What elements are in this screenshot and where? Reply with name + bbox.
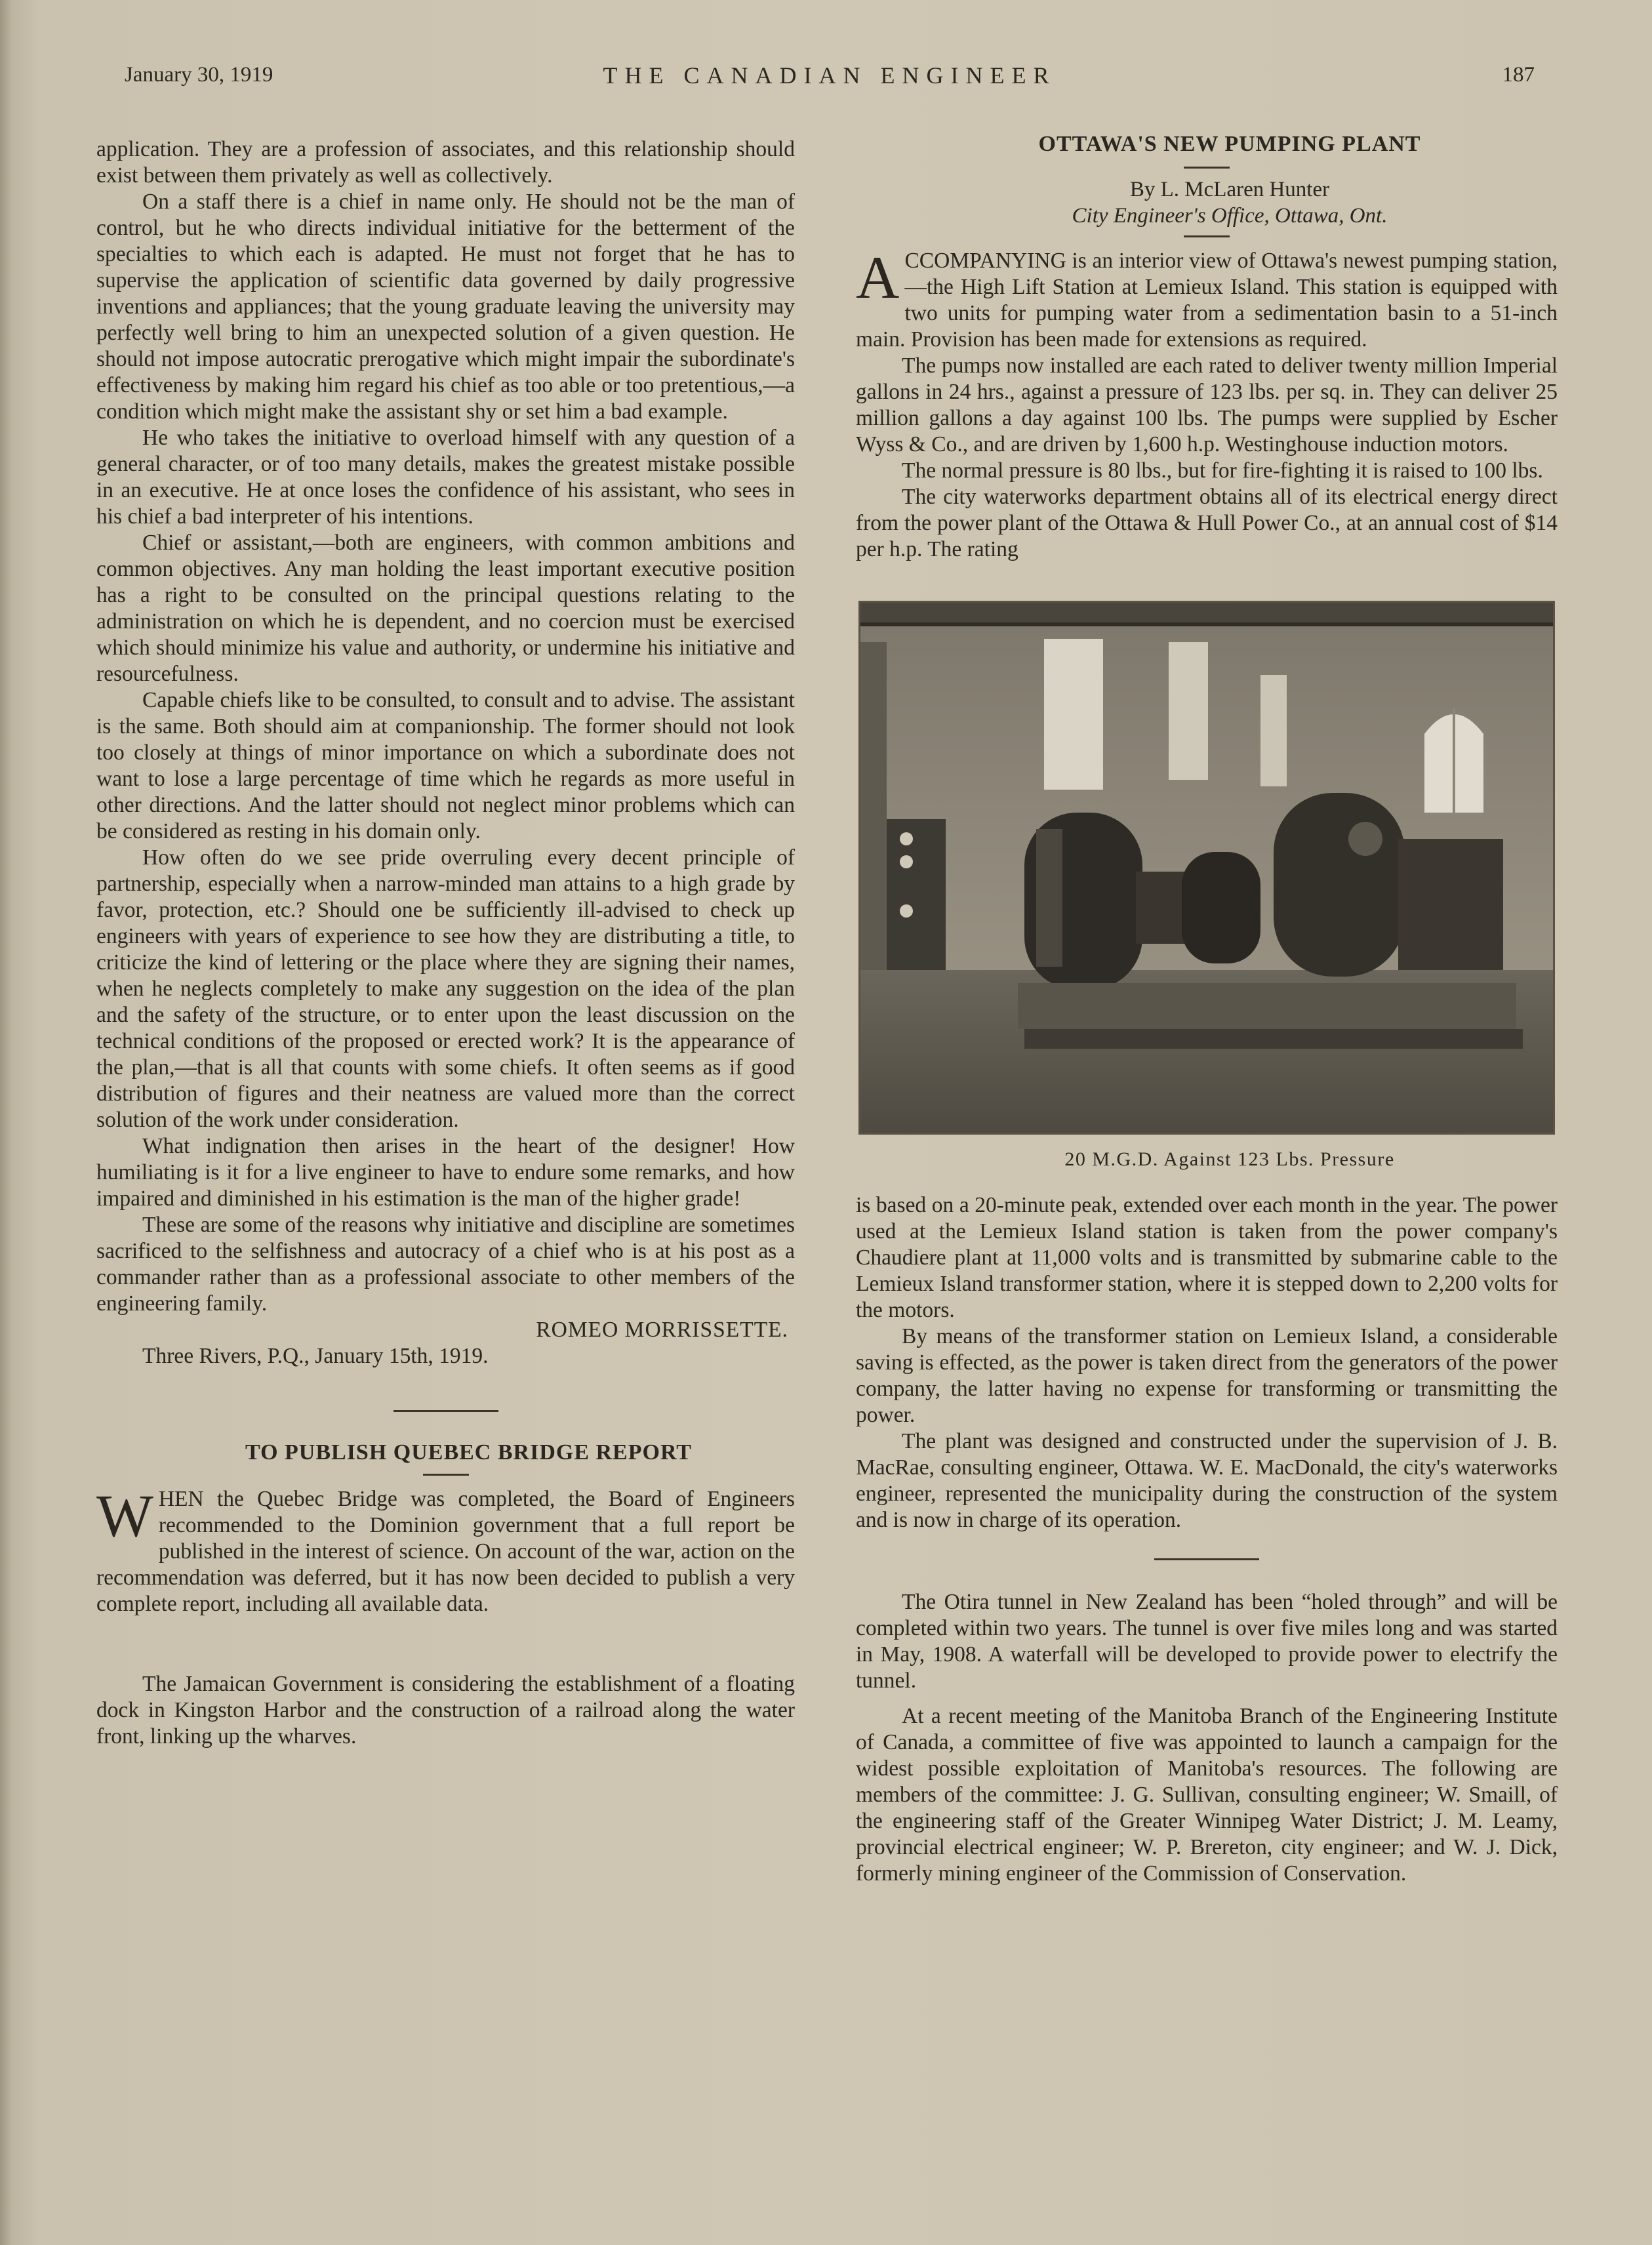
body-paragraph: These are some of the reasons why initiative and discipline are sometimes sacrificed to the selfishness and autocracy of a chief who is at his post as a commander rather than as a professional associate to other members of the engineering family.	[96, 1213, 795, 1316]
quebec-text: HEN the Quebec Bridge was completed, the Board of Engineers recommended to the Dominion government that a full report be published in the interest of science. On account of the war, action on the recommendation was deferred, but it has now been decided to publish a very complete report, including all available data.	[96, 1487, 795, 1616]
body-paragraph: How often do we see pride overruling every decent principle of partnership, especially when a narrow-minded man attains to a high grade by favor, protection, etc.? Should one be sufficiently ill-advised to check up engineers with years of experience to see how they are distributing a title, to criticize the kind of lettering or the place where they are signing their names, when he neglects completely to make any suggestion on the idea of the plan and the safety of the structure, or to enter upon the least discussion on the technical conditions of the proposed or erected work? It is the appearance of the plan,—that is all that counts with some chiefs. It often seems as if good distribution of figures and their neatness are valued more than the correct solution of the work under consideration.	[96, 845, 795, 1132]
body-paragraph: He who takes the initiative to overload himself with any question of a general character, or of too many details, makes the greatest mistake possible in an executive. He at once loses the confidence of his assistant, who sees in his chief a bad interpreter of his intentions.	[96, 426, 795, 529]
letter-signature: ROMEO MORRISSETTE.	[536, 1318, 788, 1342]
letter-place-date: Three Rivers, P.Q., January 15th, 1919.	[142, 1344, 489, 1368]
body-paragraph: The plant was designed and constructed under the supervision of J. B. MacRae, consulting engineer, Ottawa. W. E. MacDonald, the city's waterworks engineer, represented the municipality during the construction of the system and is now in charge of its operation.	[856, 1429, 1558, 1532]
body-paragraph: What indignation then arises in the heart of the designer! How humiliating is it for a live engineer to have to endure some remarks, and how impaired and diminished in his estimation is the man of the higher grade!	[96, 1134, 795, 1211]
body-paragraph: By means of the transformer station on Lemieux Island, a considerable saving is effected, as the power is taken direct from the generators of the power company, the latter having no expense for transforming or transmitting the power.	[856, 1324, 1558, 1427]
body-paragraph: is based on a 20-minute peak, extended over each month in the year. The power used at the Lemieux Island station is taken from the power company's Chaudiere plant at 11,000 volts and is transmitted by submarine cable to the Lemieux Island transformer station, where it is stepped down to 2,200 volts for the motors.	[856, 1193, 1558, 1322]
otira-paragraph: The Otira tunnel in New Zealand has been “holed through” and will be completed within two years. The tunnel is over five miles long and was started in May, 1908. A waterfall will be developed to provide power to electrify the tunnel.	[856, 1590, 1558, 1693]
body-paragraph: application. They are a profession of associates, and this relationship should exist between them privately as well as collectively.	[96, 137, 795, 188]
manitoba-paragraph: At a recent meeting of the Manitoba Branch of the Engineering Institute of Canada, a committee of five was appointed to launch a campaign for the widest possible exploitation of Manitoba's resources. The following are members of the committee: J. G. Sullivan, consulting engineer; W. Smaill, of the engineering staff of the Greater Winnipeg Water District; J. M. Leamy, provincial electrical engineer; W. P. Brereton, city engineer; and W. J. Dick, formerly mining engineer of the Commission of Conservation.	[856, 1704, 1558, 1886]
body-paragraph: On a staff there is a chief in name only. He should not be the man of control, but he who directs individual initiative for the betterment of the specialties to which each is adapted. He must not forget that he has to supervise the application of scientific data governed by daily progressive inventions and appliances; that the young graduate leaving the university may perfectly well bring to him an unexpected solution of a given question. He should not impose autocratic prerogative which might impair the subordinate's effectiveness by making him regard his chief as too able or too pretentious,—a condition which might make the assistant shy or set him a bad example.	[96, 190, 795, 424]
body-paragraph: The pumps now installed are each rated to deliver twenty million Imperial gallons in 24 hrs., against a pressure of 123 lbs. per sq. in. They can deliver 25 million gallons a day against 100 lbs. The pumps were supplied by Escher Wyss & Co., and are driven by 1,600 h.p. Westinghouse induction motors.	[856, 354, 1558, 456]
dropcap-letter: W	[96, 1482, 153, 1549]
right-column	[856, 131, 1558, 1887]
photo-caption: 20 M.G.D. Against 123 Lbs. Pressure	[1064, 1148, 1395, 1170]
body-paragraph: The normal pressure is 80 lbs., but for fire-fighting it is raised to 100 lbs.	[902, 458, 1543, 483]
article-byline: By L. McLaren Hunter	[1129, 178, 1330, 201]
left-column	[96, 136, 795, 1750]
issue-date: January 30, 1919	[125, 63, 273, 87]
page-number: 187	[1502, 63, 1535, 87]
intro-paragraph	[856, 244, 1558, 353]
quebec-paragraph	[96, 1482, 795, 1617]
masthead: THE CANADIAN ENGINEER	[603, 62, 1057, 89]
article-heading: OTTAWA'S NEW PUMPING PLANT	[1038, 132, 1421, 156]
photo-illustration	[860, 603, 1553, 1133]
pumping-station-photo	[858, 601, 1555, 1135]
article-affiliation: City Engineer's Office, Ottawa, Ont.	[1072, 204, 1388, 228]
body-paragraph: Capable chiefs like to be consulted, to consult and to advise. The assistant is the same. Both should aim at companionship. The former should not look too closely at things of minor importance on which a subordinate does not want to lose a large percentage of time which he regards as more useful in other directions. And the latter should not neglect minor problems which can be considered as resting in his domain only.	[96, 688, 795, 843]
dropcap-letter: A	[856, 244, 900, 311]
jamaica-paragraph: The Jamaican Government is considering the establishment of a floating dock in Kingston Harbor and the construction of a railroad along the water front, linking up the wharves.	[96, 1672, 795, 1749]
body-paragraph: The city waterworks department obtains all of its electrical energy direct from the power plant of the Ottawa & Hull Power Co., at an annual cost of $14 per h.p. The rating	[856, 485, 1558, 561]
intro-text: CCOMPANYING is an interior view of Ottawa's newest pumping station,—the High Lift Station at Lemieux Island. This station is equipped with two units for pumping water from a sedimentation basin to a 51-inch main. Provision has been made for extensions as required.	[856, 249, 1558, 352]
quebec-heading: TO PUBLISH QUEBEC BRIDGE REPORT	[245, 1440, 692, 1465]
page-header	[125, 63, 1535, 96]
body-paragraph: Chief or assistant,—both are engineers, with common ambitions and common objectives. Any man holding the least important executive position has a right to be consulted on the principal questions relating to the administration on which he is dependent, and no coercion must be exercised which should minimize his value and authority, or undermine his initiative and resourcefulness.	[96, 531, 795, 686]
